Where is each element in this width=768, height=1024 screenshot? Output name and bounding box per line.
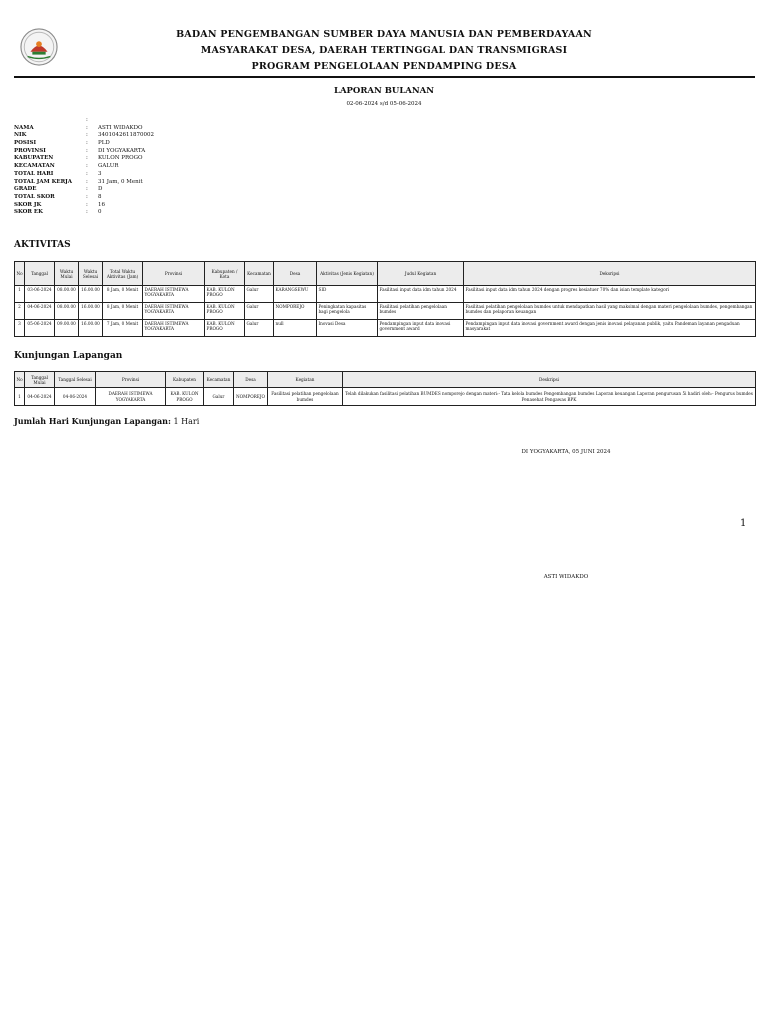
table-cell: Galur — [245, 320, 274, 337]
info-value: 8 — [98, 193, 102, 200]
info-colon: : — [86, 178, 88, 185]
table-cell: DAERAH ISTIMEWA YOGYAKARTA — [96, 388, 166, 406]
table-cell: 1 — [15, 286, 25, 303]
table-cell: Galur — [245, 303, 274, 320]
info-row — [14, 209, 154, 217]
table-header-cell: Total Waktu Aktivitas (Jam) — [103, 262, 143, 286]
table-cell: 08.00.00 — [55, 286, 79, 303]
signature-place-date: DI YOGYAKARTA, 05 JUNI 2024 — [521, 449, 611, 455]
table-header-cell: Tanggal Mulai — [25, 372, 55, 388]
table-header-cell: Deksripsi — [464, 262, 756, 286]
table-cell: 8 Jam, 0 Menit — [103, 303, 143, 320]
employee-info — [14, 117, 154, 217]
table-cell: 04-06-2024 — [25, 388, 55, 406]
table-cell: Fasilitasi pelatihan pengelolaan bumdes — [268, 388, 343, 406]
report-title: LAPORAN BULANAN — [333, 86, 435, 96]
info-label: PROVINSI — [14, 147, 46, 154]
info-label: SKOR EK — [14, 209, 43, 216]
table-cell: 3 — [15, 320, 25, 337]
info-colon: : — [86, 186, 88, 193]
table-row — [15, 388, 756, 406]
table-cell: SID — [317, 286, 378, 303]
info-row — [14, 125, 154, 133]
table-cell: KAB. KULON PROGO — [205, 320, 245, 337]
table-cell: 7 Jam, 0 Menit — [103, 320, 143, 337]
table-cell: Fasilitasi pelatihan pengelolaan bumdes untuk mendapatkan hasil yang maksimal dengan materi pengelolaan bumdes, pengembangan bumdes dan pelaporan keuangan — [464, 303, 756, 320]
table-cell: DAERAH ISTIMEWA YOGYAKARTA — [143, 286, 205, 303]
table-cell: 03-06-2024 — [25, 286, 55, 303]
table-header-cell: Aktivitas (Jenis Kegiatan) — [317, 262, 378, 286]
info-value: ASTI WIDAKDO — [98, 124, 143, 131]
table-cell: 16.00.00 — [79, 320, 103, 337]
table-header-cell: Kegiatan — [268, 372, 343, 388]
info-colon: : — [86, 170, 88, 177]
header-line-1: BADAN PENGEMBANGAN SUMBER DAYA MANUSIA DAN PEMBERDAYAAN — [176, 29, 592, 40]
table-cell: 09.00.00 — [55, 320, 79, 337]
table-header-cell: Provinsi — [96, 372, 166, 388]
summary-label: Jumlah Hari Kunjungan Lapangan: — [14, 416, 171, 426]
info-value: GALUR — [98, 163, 119, 170]
table-header-cell: Waktu Mulai — [55, 262, 79, 286]
table-header-cell: Judul Kegiatan — [378, 262, 464, 286]
table-cell: 04-06-2024 — [25, 303, 55, 320]
summary-value: 1 Hari — [173, 417, 200, 426]
table-cell: KAB. KULON PROGO — [205, 286, 245, 303]
table-header-cell: Kecamatan — [245, 262, 274, 286]
table-cell: KAB. KULON PROGO — [205, 303, 245, 320]
table-cell: KAB. KULON PROGO — [166, 388, 204, 406]
info-row — [14, 171, 154, 179]
info-colon: : — [86, 117, 88, 123]
info-label: NAMA — [14, 124, 34, 131]
table-cell: Fasilitasi pelatihan pengelolaan bumdes — [378, 303, 464, 320]
table-cell: NOMPOREJO — [274, 303, 317, 320]
table-header-cell: Tanggal — [25, 262, 55, 286]
table-cell: Fasilitasi input data idm tahun 2024 dengan progres kesiatuer 70% dan isian template kategori — [464, 286, 756, 303]
info-value: DI YOGYAKARTA — [98, 147, 146, 154]
table-header-cell: Kecamatan — [204, 372, 234, 388]
info-value: 16 — [98, 201, 105, 208]
table-header-cell: No — [15, 372, 25, 388]
header-line-3: PROGRAM PENGELOLAAN PENDAMPING DESA — [251, 61, 517, 72]
table-header-cell: Deskripsi — [343, 372, 756, 388]
info-label: POSISI — [14, 140, 37, 147]
info-row — [14, 194, 154, 202]
info-value: 0 — [98, 209, 102, 216]
info-value: D — [98, 186, 103, 193]
info-colon: : — [86, 201, 88, 208]
table-header-cell: Tanggal Selesai — [55, 372, 96, 388]
info-colon: : — [86, 209, 88, 216]
table-header-cell: Waktu Selesai — [79, 262, 103, 286]
table-cell: KARANGSEWU — [274, 286, 317, 303]
page-number: 1 — [740, 518, 747, 529]
info-label: TOTAL JAM KERJA — [14, 178, 73, 185]
kunjungan-title: Kunjungan Lapangan — [14, 351, 123, 361]
info-value: KULON PROGO — [98, 155, 143, 162]
info-label: GRADE — [14, 186, 37, 193]
table-cell: DAERAH ISTIMEWA YOGYAKARTA — [143, 320, 205, 337]
info-label: KECAMATAN — [14, 163, 55, 170]
table-cell: 16.00.00 — [79, 286, 103, 303]
table-cell: Galur — [245, 286, 274, 303]
table-header-cell: Desa — [274, 262, 317, 286]
table-cell: null — [274, 320, 317, 337]
info-label: SKOR JK — [14, 201, 42, 208]
info-row — [14, 163, 154, 171]
info-colon: : — [86, 140, 88, 147]
table-cell: Pendampingan input data inovasi government award dengan jenis inovasi pelayanan publik, yaitu Pandeman layanan pengaduan masyarakat — [464, 320, 756, 337]
table-row — [15, 320, 756, 337]
table-cell: Pendampingan input data inovasi government award — [378, 320, 464, 337]
table-row — [15, 303, 756, 320]
aktivitas-table — [14, 261, 756, 337]
info-value: 3401042611870002 — [98, 132, 154, 139]
table-cell: NOMPOREJO — [234, 388, 268, 406]
info-row — [14, 117, 154, 125]
table-header-cell: Kabupaten / Kota — [205, 262, 245, 286]
table-cell: Fasilitasi input data idm tahun 2024 — [378, 286, 464, 303]
info-row — [14, 132, 154, 140]
table-header-cell: Provinsi — [143, 262, 205, 286]
report-period: 02-06-2024 s/d 05-06-2024 — [346, 101, 422, 107]
letterhead — [14, 22, 754, 78]
table-cell: 16.00.00 — [79, 303, 103, 320]
info-label: TOTAL HARI — [14, 170, 54, 177]
kunjungan-table — [14, 371, 756, 406]
info-row — [14, 148, 154, 156]
table-cell: DAERAH ISTIMEWA YOGYAKARTA — [143, 303, 205, 320]
info-value: PLD — [98, 140, 110, 147]
table-cell: Inovasi Desa — [317, 320, 378, 337]
field-visit-summary — [14, 416, 199, 426]
table-cell: 04-06-2024 — [55, 388, 96, 406]
info-row — [14, 155, 154, 163]
table-cell: Telah dilakukan fasilitasi pelatihan BUMDES nomporejo dengan materi:- Tata kelola bumdes Pengembangan bumdes Laporan keuangan Laporan pengurusan 5i hadiri oleh:- Pengurus bumdes Penasehat Pengawas BPK — [343, 388, 756, 406]
table-cell: 1 — [15, 388, 25, 406]
info-colon: : — [86, 163, 88, 170]
info-label: TOTAL SKOR — [14, 193, 55, 200]
table-row — [15, 286, 756, 303]
info-row — [14, 140, 154, 148]
info-value: 31 Jam, 0 Menit — [98, 178, 143, 185]
table-header-cell: Kabupaten — [166, 372, 204, 388]
info-colon: : — [86, 155, 88, 162]
info-colon: : — [86, 124, 88, 131]
header-line-2: MASYARAKAT DESA, DAERAH TERTINGGAL DAN TRANSMIGRASI — [200, 45, 568, 56]
signature-name: ASTI WIDAKDO — [543, 574, 589, 580]
table-cell: 08.00.00 — [55, 303, 79, 320]
info-colon: : — [86, 193, 88, 200]
info-label: KABUPATEN — [14, 155, 54, 162]
aktivitas-title: AKTIVITAS — [14, 240, 71, 250]
header-divider — [14, 76, 755, 78]
table-cell: 8 Jam, 0 Menit — [103, 286, 143, 303]
info-row — [14, 202, 154, 210]
table-cell: 05-06-2024 — [25, 320, 55, 337]
table-cell: Galur — [204, 388, 234, 406]
info-colon: : — [86, 132, 88, 139]
info-colon: : — [86, 147, 88, 154]
info-row — [14, 186, 154, 194]
table-cell: 2 — [15, 303, 25, 320]
info-label: NIK — [14, 132, 27, 139]
table-header-cell: Desa — [234, 372, 268, 388]
table-cell: Peningkatan kapasitas bagi pengelola — [317, 303, 378, 320]
info-row — [14, 179, 154, 187]
info-value: 3 — [98, 170, 102, 177]
table-header-cell: No — [15, 262, 25, 286]
